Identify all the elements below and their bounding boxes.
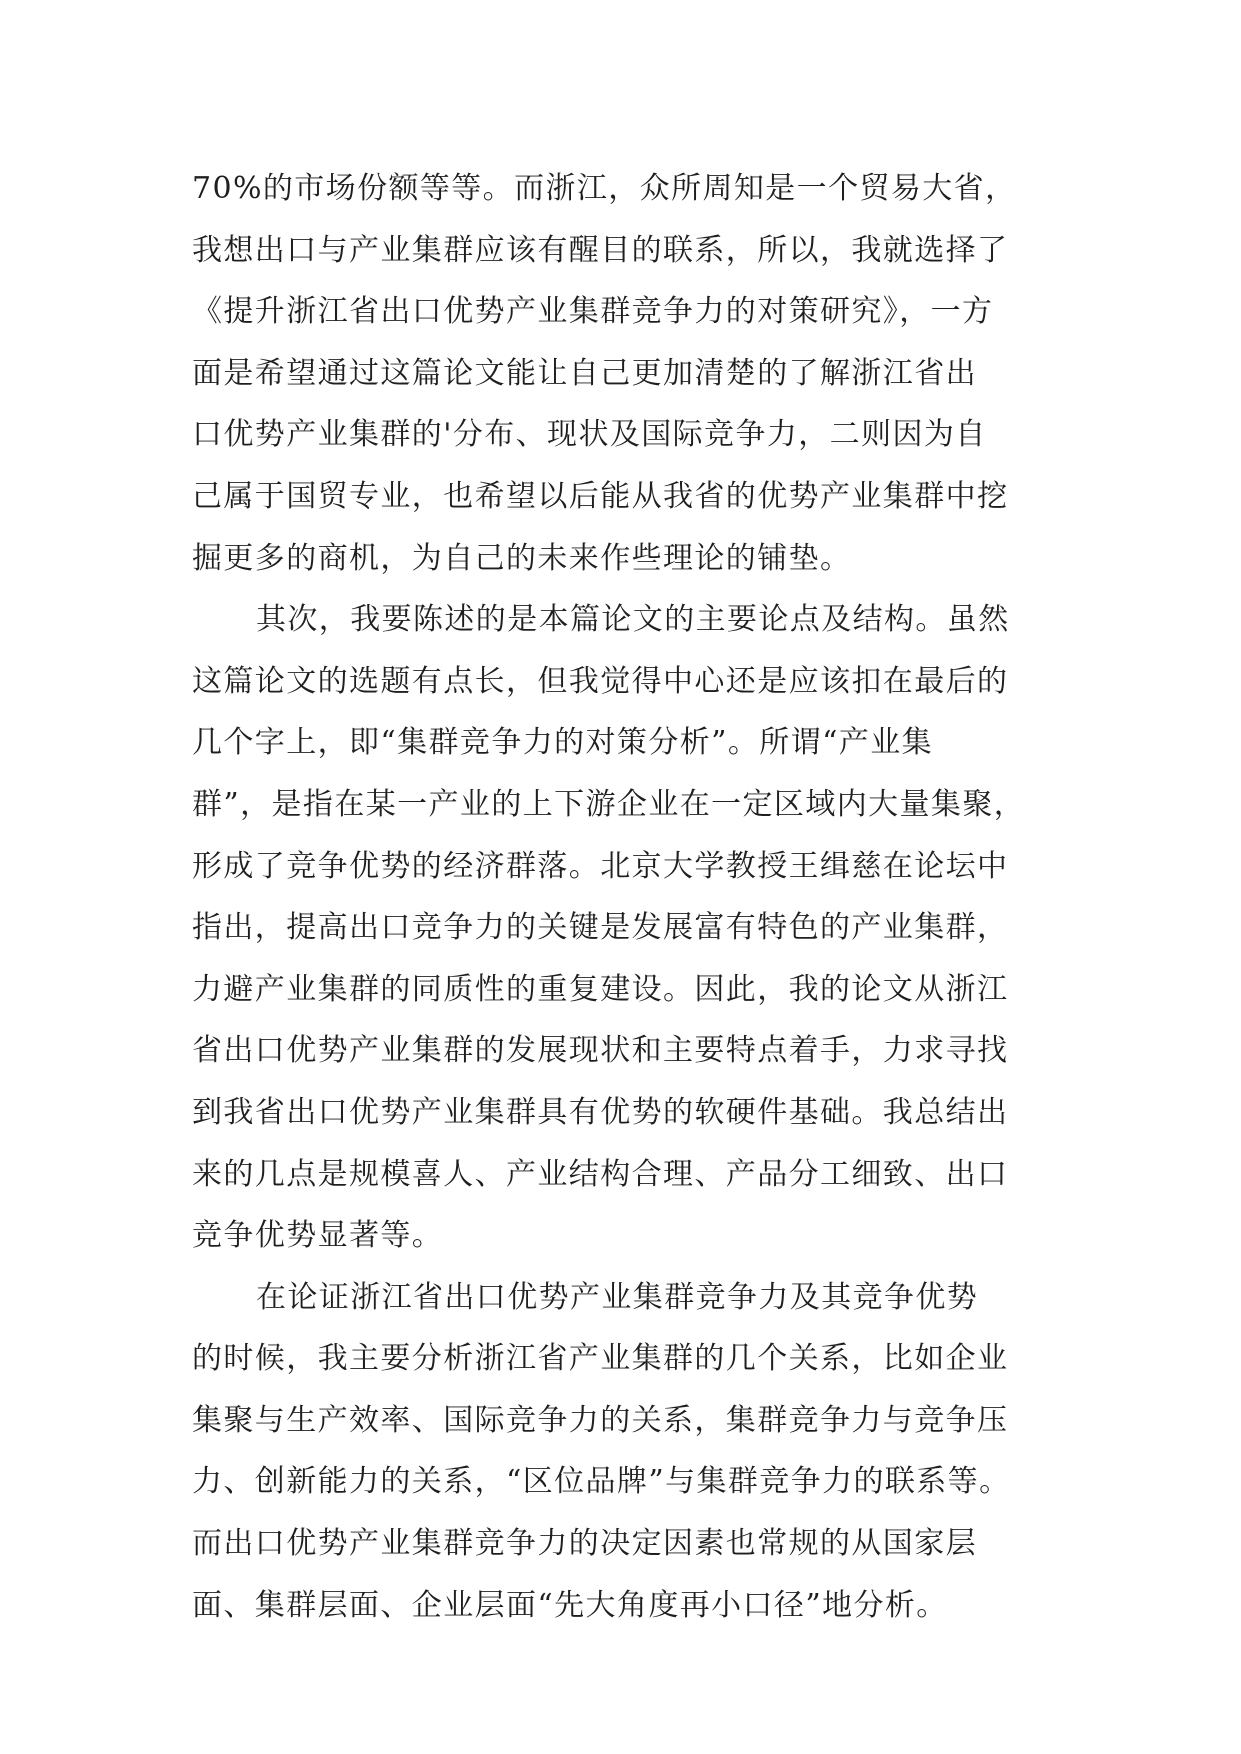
text-line: 我想出口与产业集群应该有醒目的联系，所以，我就选择了 xyxy=(192,232,1009,268)
text-line: 口优势产业集群的'分布、现状及国际竞争力，二则因为自 xyxy=(192,417,987,453)
paragraph-first-line: 在论证浙江省出口优势产业集群竞争力及其竞争优势 xyxy=(256,1279,979,1315)
text-line: 到我省出口优势产业集群具有优势的软硬件基础。我总结出 xyxy=(192,1094,1009,1130)
text-line: 面、集群层面、企业层面“先大角度再小口径”地分析。 xyxy=(192,1587,948,1623)
text-line: 的时候，我主要分析浙江省产业集群的几个关系，比如企业 xyxy=(192,1341,1009,1377)
text-line: 力、创新能力的关系，“区位品牌”与集群竞争力的联系等。 xyxy=(192,1464,1011,1500)
text-line: 面是希望通过这篇论文能让自己更加清楚的了解浙江省出 xyxy=(192,355,977,391)
text-line: 70%的市场份额等等。而浙江，众所周知是一个贸易大省， xyxy=(192,171,1017,206)
text-line: 这篇论文的选题有点长，但我觉得中心还是应该扣在最后的 xyxy=(192,663,1009,699)
text-line: 指出，提高出口竞争力的关键是发展富有特色的产业集群， xyxy=(192,910,1009,946)
text-line: 群”，是指在某一产业的上下游企业在一定区域内大量集聚， xyxy=(192,786,1026,822)
text-line: 而出口优势产业集群竞争力的决定因素也常规的从国家层 xyxy=(192,1526,977,1562)
text-line: 来的几点是规模喜人、产业结构合理、产品分工细致、出口 xyxy=(192,1156,1009,1192)
text-line: 形成了竞争优势的经济群落。北京大学教授王缉慈在论坛中 xyxy=(192,848,1009,884)
text-line: 集聚与生产效率、国际竞争力的关系，集群竞争力与竞争压 xyxy=(192,1402,1009,1438)
text-line: 几个字上，即“集群竞争力的对策分析”。所谓“产业集 xyxy=(192,725,934,761)
text-line: 掘更多的商机，为自己的未来作些理论的铺垫。 xyxy=(192,540,852,576)
text-line: 《提升浙江省出口优势产业集群竞争力的对策研究》，一方 xyxy=(192,294,994,330)
text-line: 力避产业集群的同质性的重复建设。因此，我的论文从浙江 xyxy=(192,971,1009,1007)
text-line: 省出口优势产业集群的发展现状和主要特点着手，力求寻找 xyxy=(192,1033,1009,1069)
text-line: 竞争优势显著等。 xyxy=(192,1218,444,1254)
text-line: 己属于国贸专业，也希望以后能从我省的优势产业集群中挖 xyxy=(192,478,1009,514)
paragraph-first-line: 其次，我要陈述的是本篇论文的主要论点及结构。虽然 xyxy=(256,602,1010,638)
body-text xyxy=(192,158,1072,1636)
